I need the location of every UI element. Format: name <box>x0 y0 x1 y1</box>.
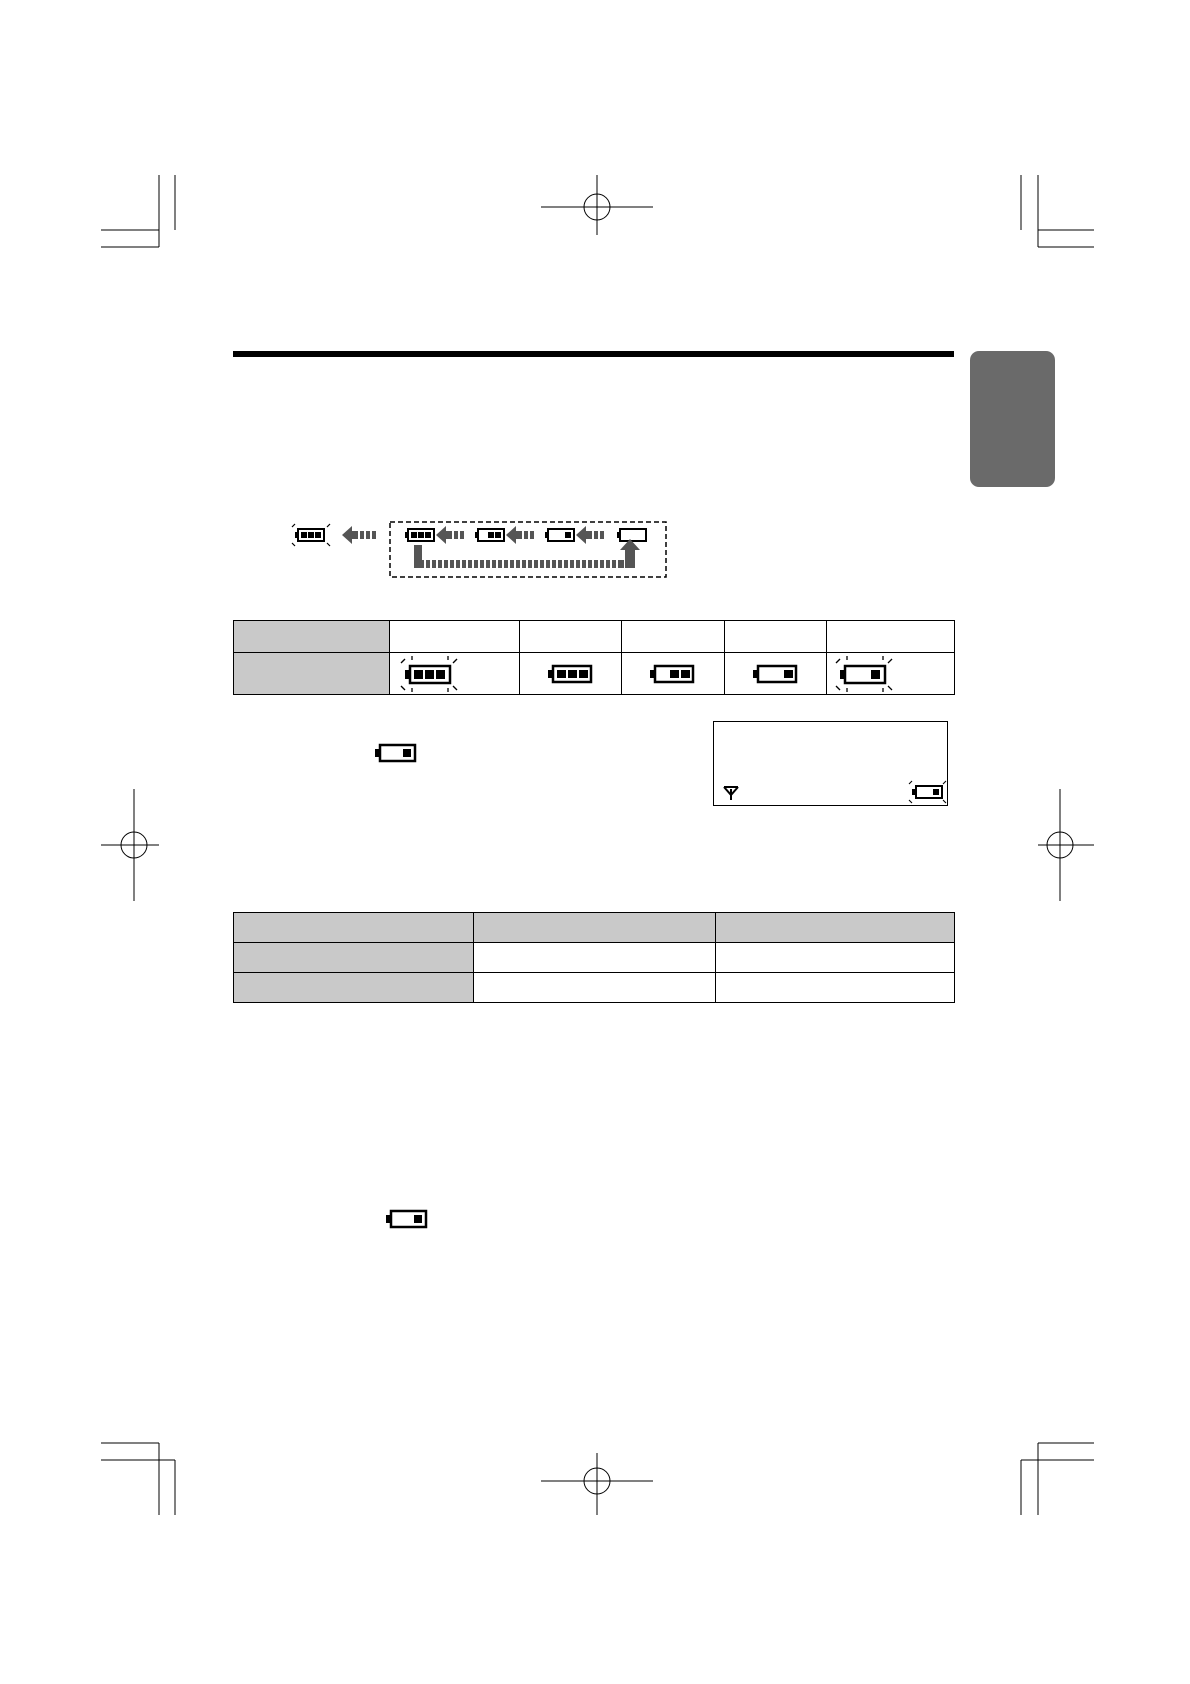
table-header-cell <box>716 913 955 943</box>
arrow-left-icon <box>576 526 604 544</box>
table-cell <box>390 621 520 653</box>
battery-two-bars-icon <box>475 529 504 541</box>
table-cell <box>622 653 725 695</box>
battery-low-flashing-icon <box>831 656 893 692</box>
table-header-cell <box>234 653 390 695</box>
table-cell <box>622 621 725 653</box>
battery-one-bar-icon <box>374 742 418 764</box>
antenna-icon <box>722 785 740 801</box>
table-header-cell <box>234 913 474 943</box>
battery-full-icon <box>405 529 434 541</box>
table-cell <box>520 653 622 695</box>
battery-empty-icon <box>617 529 646 541</box>
table-cell <box>474 973 716 1003</box>
table-row <box>234 621 955 653</box>
arrow-left-icon <box>436 526 464 544</box>
battery-full-flashing-icon <box>292 524 330 546</box>
table-cell <box>520 621 622 653</box>
battery-low-flashing-icon <box>906 778 948 806</box>
battery-one-bar-icon <box>752 662 800 686</box>
table-cell <box>725 621 827 653</box>
battery-status-table <box>233 620 955 695</box>
table-row <box>234 653 955 695</box>
battery-full-icon <box>547 662 595 686</box>
table-cell <box>474 943 716 973</box>
arrow-left-icon <box>342 526 376 544</box>
table-row <box>234 913 955 943</box>
battery-one-bar-icon <box>385 1208 429 1230</box>
battery-two-bars-icon <box>649 662 697 686</box>
battery-one-bar-icon <box>545 529 574 541</box>
table-row <box>234 943 955 973</box>
heading-rule <box>233 351 954 357</box>
table-cell <box>390 653 520 695</box>
table-row-header <box>234 943 474 973</box>
table-row-header <box>234 973 474 1003</box>
section-tab <box>970 351 1055 487</box>
info-table <box>233 912 955 1003</box>
table-cell <box>827 621 955 653</box>
handset-display <box>713 721 948 806</box>
table-cell <box>716 973 955 1003</box>
table-header-cell <box>474 913 716 943</box>
table-cell <box>725 653 827 695</box>
table-row <box>234 973 955 1003</box>
charge-cycle-diagram <box>290 515 670 580</box>
battery-full-flashing-icon <box>396 656 458 692</box>
table-header-cell <box>234 621 390 653</box>
table-cell <box>827 653 955 695</box>
arrow-left-icon <box>506 526 534 544</box>
table-cell <box>716 943 955 973</box>
